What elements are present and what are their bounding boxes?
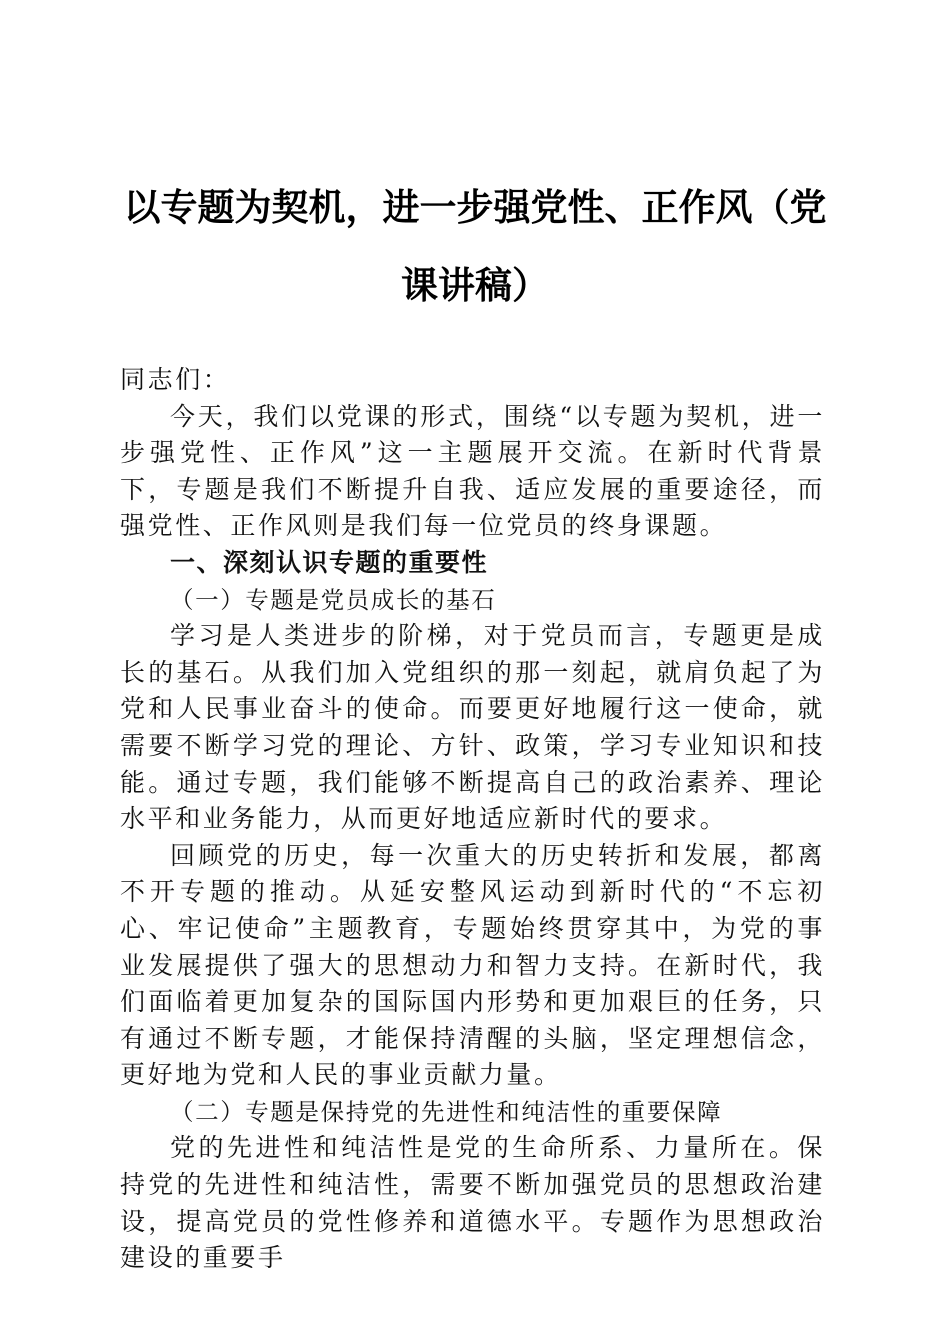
paragraph: 回顾党的历史，每一次重大的历史转折和发展，都离不开专题的推动。从延安整风运动到新时代的“不忘初心、牢记使命”主题教育，专题始终贯穿其中，为党的事业发展提供了强大的思想动力和智力支持。在新时代，我们面临着更加复杂的国际国内形势和更加艰巨的任务，只有通过不断专题，才能保持清醒的头脑，坚定理想信念，更好地为党和人民的事业贡献力量。 (120, 840, 825, 1090)
subsection-heading-1: （一）专题是党员成长的基石 (170, 585, 497, 614)
document-body (120, 362, 825, 1277)
paragraph: 党的先进性和纯洁性是党的生命所系、力量所在。保持党的先进性和纯洁性，需要不断加强党员的思想政治建设，提高党员的党性修养和道德水平。专题作为思想政治建设的重要手 (120, 1133, 825, 1273)
document-title: 以专题为契机，进一步强党性、正作风（党课讲稿） (123, 185, 827, 307)
paragraph: 学习是人类进步的阶梯，对于党员而言，专题更是成长的基石。从我们加入党组织的那一刻起，就肩负起了为党和人民事业奋斗的使命。而要更好地履行这一使命，就需要不断学习党的理论、方针、政策，学习专业知识和技能。通过专题，我们能够不断提高自己的政治素养、理论水平和业务能力，从而更好地适应新时代的要求。 (120, 621, 825, 834)
intro-paragraph: 今天，我们以党课的形式，围绕“以专题为契机，进一步强党性、正作风”这一主题展开交流。在新时代背景下，专题是我们不断提升自我、适应发展的重要途径，而强党性、正作风则是我们每一位党员的终身课题。 (120, 401, 825, 541)
salutation: 同志们： (120, 365, 231, 394)
subsection-heading-2: （二）专题是保持党的先进性和纯洁性的重要保障 (170, 1097, 723, 1126)
section-heading-1: 一、深刻认识专题的重要性 (170, 547, 489, 577)
